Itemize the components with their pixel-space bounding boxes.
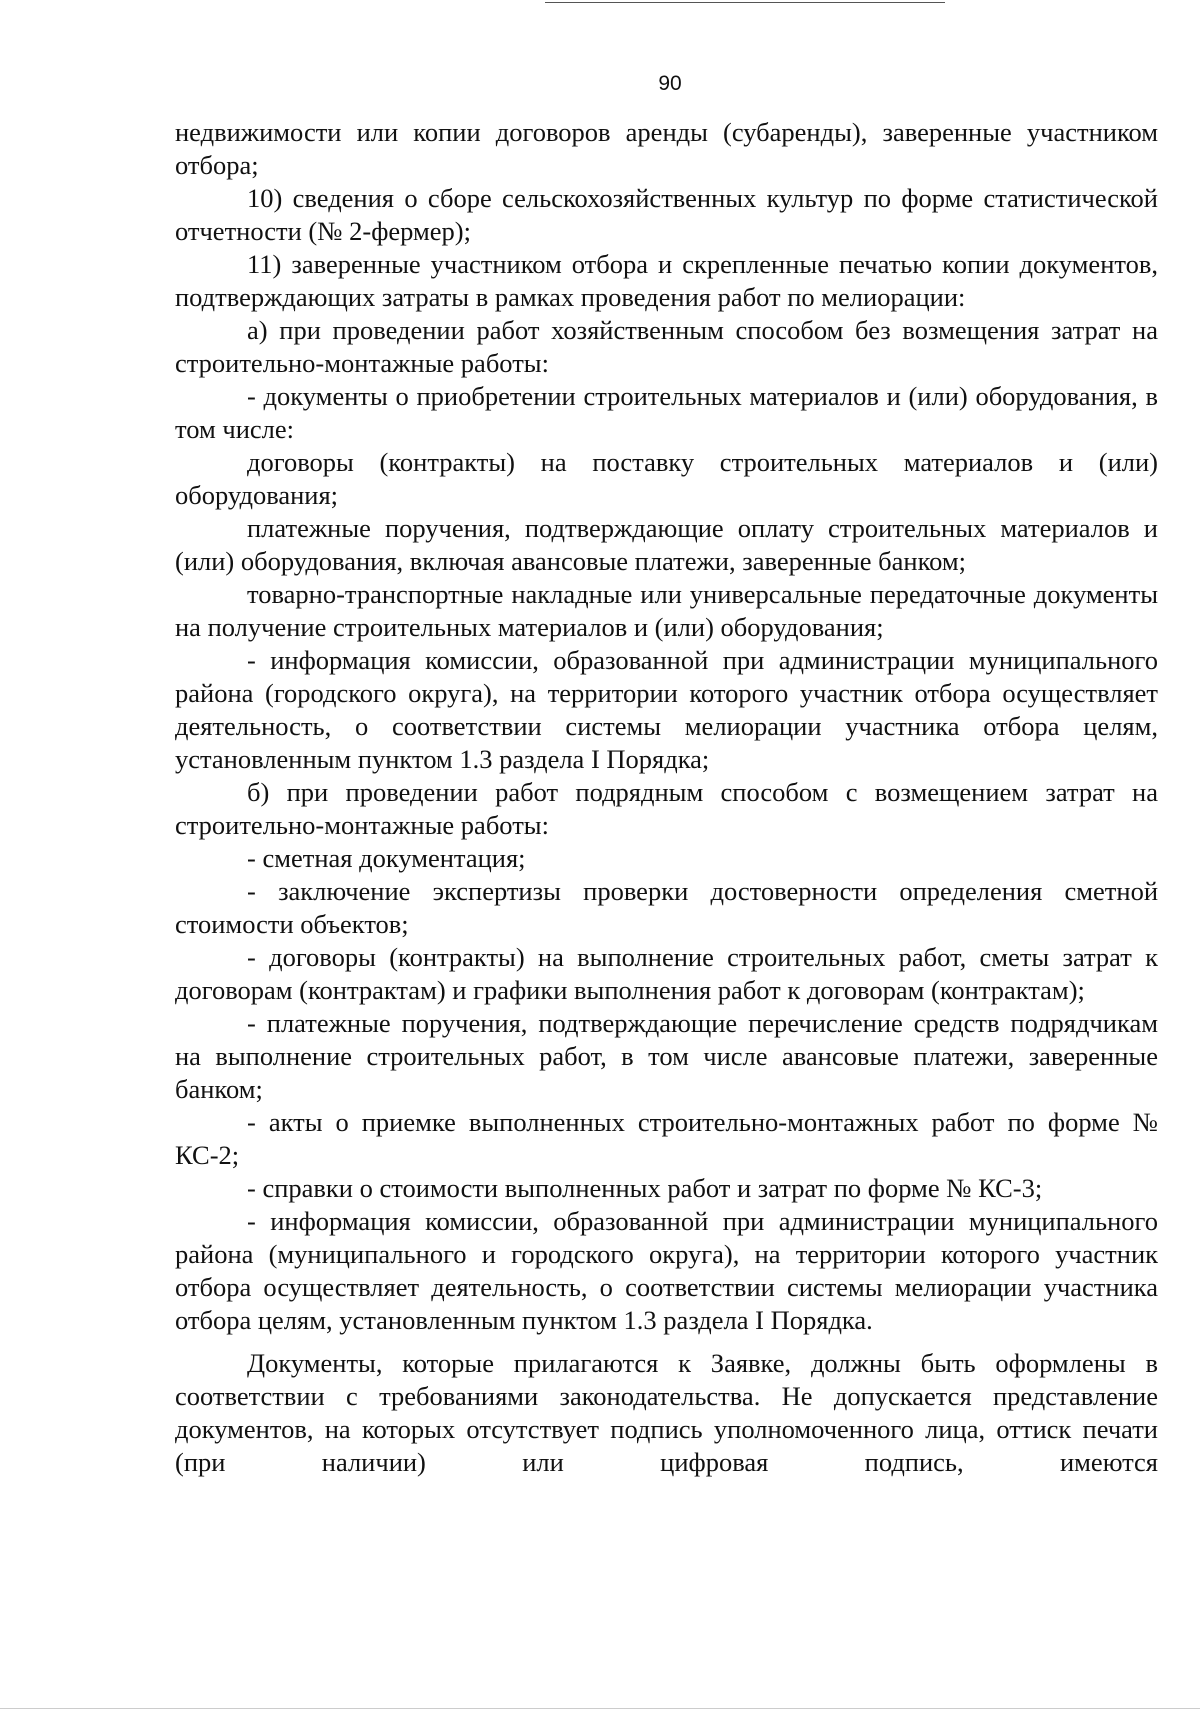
- scan-top-rule: [545, 2, 945, 3]
- paragraph-subitem-a: а) при проведении работ хозяйственным способом без возмещения затрат на строительно-монтажные работы:: [175, 315, 1158, 378]
- paragraph-continuation: недвижимости или копии договоров аренды (субаренды), заверенные участником отбора;: [175, 117, 1158, 180]
- paragraph-item-10: 10) сведения о сборе сельскохозяйственных культур по форме статистической отчетности (№ 2-фермер);: [175, 183, 1158, 246]
- paragraph-ks3-certificates: - справки о стоимости выполненных работ и затрат по форме № КС-3;: [247, 1173, 1043, 1203]
- scan-bottom-rule: [0, 1708, 1200, 1709]
- paragraph-purchase-documents: - документы о приобретении строительных материалов и (или) оборудования, в том числе:: [175, 381, 1158, 444]
- paragraph-construction-contracts: - договоры (контракты) на выполнение строительных работ, сметы затрат к договорам (контрактам) и графики выполнения работ к договорам (контрактам);: [175, 942, 1158, 1005]
- paragraph-subitem-b: б) при проведении работ подрядным способом с возмещением затрат на строительно-монтажные работы:: [175, 777, 1158, 840]
- paragraph-documents-requirements: Документы, которые прилагаются к Заявке, должны быть оформлены в соответствии с требованиями законодательства. Не допускается представление документов, на которых отсутствует подпись уполномоченного лица, оттиск печати (при наличии) или цифровая подпись, имеются: [175, 1348, 1158, 1477]
- paragraph-supply-contracts: договоры (контракты) на поставку строительных материалов и (или) оборудования;: [175, 447, 1158, 510]
- paragraph-waybills: товарно-транспортные накладные или универсальные передаточные документы на получение строительных материалов и (или) оборудования;: [175, 579, 1158, 642]
- paragraph-commission-info-b: - информация комиссии, образованной при администрации муниципального района (муниципального и городского округа), на территории которого участник отбора осуществляет деятельность, о соответствии системы мелиорации участника отбора целям, установленным пунктом 1.3 раздела I Порядка.: [175, 1206, 1158, 1335]
- paragraph-commission-info-a: - информация комиссии, образованной при администрации муниципального района (городского округа), на территории которого участник отбора осуществляет деятельность, о соответствии системы мелиорации участника отбора целям, установленным пунктом 1.3 раздела I Порядка;: [175, 645, 1158, 774]
- paragraph-expertise: - заключение экспертизы проверки достоверности определения сметной стоимости объектов;: [175, 876, 1158, 939]
- paragraph-item-11: 11) заверенные участником отбора и скрепленные печатью копии документов, подтверждающих затраты в рамках проведения работ по мелиорации:: [175, 249, 1158, 312]
- document-body: [175, 116, 1158, 1479]
- paragraph-estimate-docs: - сметная документация;: [247, 843, 526, 873]
- page-number: 90: [658, 72, 682, 95]
- paragraph-payment-orders: платежные поручения, подтверждающие оплату строительных материалов и (или) оборудования, включая авансовые платежи, заверенные банком;: [175, 513, 1158, 576]
- paragraph-contractor-payments: - платежные поручения, подтверждающие перечисление средств подрядчикам на выполнение строительных работ, в том числе авансовые платежи, заверенные банком;: [175, 1008, 1158, 1104]
- paragraph-ks2-acts: - акты о приемке выполненных строительно-монтажных работ по форме № КС-2;: [175, 1107, 1158, 1170]
